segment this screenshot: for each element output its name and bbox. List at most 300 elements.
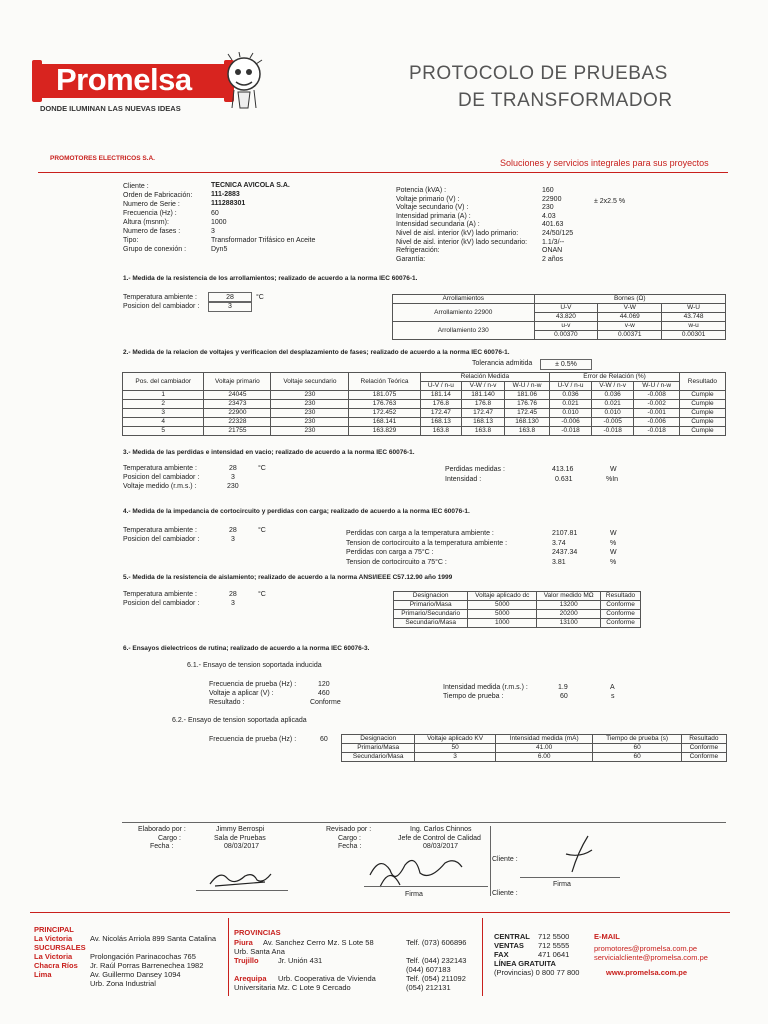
s2-cell: 168.13 bbox=[420, 418, 462, 427]
info-label: Voltaje primario (V) : bbox=[396, 195, 460, 203]
footer-principal-city: La Victoria bbox=[34, 934, 73, 943]
s6-cell: Conforme bbox=[681, 753, 726, 762]
s6-time: 60 bbox=[560, 693, 568, 700]
sig-rev-fecha: 08/03/2017 bbox=[423, 843, 459, 850]
s6-freq2: 60 bbox=[320, 736, 328, 743]
footer-suc-city: La Victoria bbox=[34, 952, 73, 961]
info-row bbox=[123, 245, 383, 254]
s6-freq2-label: Frecuencia de prueba (Hz) : bbox=[209, 736, 297, 743]
sig-line-client bbox=[520, 877, 620, 878]
s1-r2-v: 230 bbox=[477, 326, 489, 334]
s2-cell: 5 bbox=[123, 427, 204, 436]
s2-header: Relación Medida bbox=[420, 373, 550, 382]
s2-cell: -0.006 bbox=[634, 418, 679, 427]
company-name: PROMOTORES ELECTRICOS S.A. bbox=[50, 155, 155, 162]
s3-volt-label: Voltaje medido (r.m.s.) : bbox=[123, 483, 197, 490]
s5-cell: 20200 bbox=[537, 610, 601, 619]
signature-client bbox=[558, 832, 598, 880]
s2-cell: 163.8 bbox=[420, 427, 462, 436]
s2-cell: -0.006 bbox=[550, 418, 592, 427]
s2-cell: 3 bbox=[123, 409, 204, 418]
s6-cell: 60 bbox=[593, 753, 681, 762]
s4-value: 3.81 bbox=[552, 558, 566, 566]
s2-header: Voltaje secundario bbox=[271, 373, 349, 391]
footer-prov-h: PROVINCIAS bbox=[234, 928, 281, 937]
tap-range: ± 2x2.5 % bbox=[594, 198, 626, 205]
s1-r1-val: 43.748 bbox=[662, 313, 726, 322]
info-label: Altura (msnm): bbox=[123, 219, 169, 226]
header-divider bbox=[38, 172, 728, 173]
s1-tap-label: Posicion del cambiador : bbox=[123, 303, 200, 310]
info-row bbox=[123, 236, 383, 245]
s6-cell: 50 bbox=[415, 744, 496, 753]
info-label: Voltaje secundario (V) : bbox=[396, 204, 469, 212]
s6-cell: 60 bbox=[593, 744, 681, 753]
s2-cell: -0.005 bbox=[591, 418, 634, 427]
footer-suc-extra: Urb. Zona Industrial bbox=[90, 979, 156, 988]
footer-prov-row bbox=[234, 974, 479, 983]
s2-cell: 230 bbox=[271, 400, 349, 409]
s3-int: 0.631 bbox=[555, 476, 573, 483]
footer-ventas: 712 5555 bbox=[538, 941, 570, 950]
s1-tap: 3 bbox=[208, 301, 252, 312]
s1-h-bornes: Bornes (Ω) bbox=[534, 295, 726, 304]
info-label: Refrigeración: bbox=[396, 247, 440, 255]
sig-elab-cargo: Sala de Pruebas bbox=[214, 835, 266, 842]
footer-prov-city: Trujillo bbox=[234, 956, 259, 965]
s5-cell: 5000 bbox=[468, 601, 537, 610]
footer-linea: (Provincias) 0 800 77 800 bbox=[494, 968, 580, 977]
s2-subheader: W-U / n-w bbox=[634, 382, 679, 391]
s6-header: Resultado bbox=[681, 735, 726, 744]
s5-cell: Conforme bbox=[601, 619, 641, 628]
s2-header: Voltaje primario bbox=[204, 373, 271, 391]
s2-cell: 23473 bbox=[204, 400, 271, 409]
s6-imed: 1.9 bbox=[558, 684, 568, 691]
s4-tap-label: Posicion del cambiador : bbox=[123, 536, 200, 543]
s1-r1-h: U-V bbox=[534, 304, 598, 313]
s1-r2-val: 0.00370 bbox=[534, 331, 598, 340]
footer-central-l: CENTRAL bbox=[494, 932, 530, 941]
s3-int-label: Intensidad : bbox=[445, 476, 482, 483]
s4-tap: 3 bbox=[231, 536, 235, 543]
s2-cell: Cumple bbox=[679, 418, 725, 427]
footer-divider bbox=[30, 912, 730, 913]
s5-cell: Conforme bbox=[601, 601, 641, 610]
sig-rev-cargo: Jefe de Control de Calidad bbox=[398, 835, 481, 842]
footer-prov-addr: Jr. Unión 431 bbox=[278, 956, 323, 965]
info-row bbox=[123, 218, 383, 227]
s3-tap: 3 bbox=[231, 474, 235, 481]
s2-row bbox=[123, 409, 726, 418]
sig-rev-name: Ing. Carlos Chinnos bbox=[410, 826, 472, 833]
s2-cell: 0.036 bbox=[550, 391, 592, 400]
s5-header: Valor medido MΩ bbox=[537, 592, 601, 601]
s4-title: 4.- Medida de la impedancia de cortocircuito y perdidas con carga; realizado de acuerdo a la norma IEC 60076-1. bbox=[123, 508, 470, 515]
s2-cell: 181.140 bbox=[462, 391, 505, 400]
s3-title: 3.- Medida de las perdidas e intensidad en vacio; realizado de acuerdo a la norma IEC 60076-1. bbox=[123, 449, 415, 456]
s2-cell: 0.010 bbox=[550, 409, 592, 418]
s2-cell: -0.018 bbox=[591, 427, 634, 436]
s2-cell: 176.763 bbox=[349, 400, 420, 409]
s6-sub1: 6.1.- Ensayo de tension soportada inducida bbox=[187, 662, 322, 669]
s4-unit: W bbox=[610, 530, 617, 537]
s6-title: 6.- Ensayos dielectricos de rutina; realizado de acuerdo a la norma IEC 60076-3. bbox=[123, 645, 370, 652]
s3-loss: 413.16 bbox=[552, 466, 574, 473]
s5-header: Designacion bbox=[394, 592, 468, 601]
s6-header: Voltaje aplicado KV bbox=[415, 735, 496, 744]
s2-subheader: V-W / n-v bbox=[591, 382, 634, 391]
footer-prov-city: Arequipa bbox=[234, 974, 267, 983]
s4-unit: % bbox=[610, 539, 617, 547]
s2-cell: Cumple bbox=[679, 409, 725, 418]
s3-int-unit: %In bbox=[606, 476, 619, 483]
sig-rev-fecha-label: Fecha : bbox=[338, 843, 362, 850]
footer-ventas-l: VENTAS bbox=[494, 941, 524, 950]
s2-cell: Cumple bbox=[679, 400, 725, 409]
info-label: Intensidad primaria (A) : bbox=[396, 212, 471, 220]
s2-cell: 168.141 bbox=[349, 418, 420, 427]
s2-cell: -0.018 bbox=[634, 427, 679, 436]
footer-prov-row bbox=[234, 956, 479, 965]
signature-rev bbox=[360, 845, 470, 895]
s6-header: Tiempo de prueba (s) bbox=[593, 735, 681, 744]
s5-temp-unit: °C bbox=[258, 591, 266, 598]
s2-header: Pos. del cambiador bbox=[123, 373, 204, 391]
s1-r1-name: Arrollamiento bbox=[434, 308, 473, 316]
s2-cell: 230 bbox=[271, 391, 349, 400]
sig-cargo-label: Cargo : bbox=[158, 835, 181, 842]
footer-linea-l: LÍNEA GRATUITA bbox=[494, 959, 556, 968]
info-label: Grupo de conexión : bbox=[123, 246, 187, 253]
s2-tol: ± 0.5% bbox=[540, 359, 592, 370]
s2-cell: 181.06 bbox=[504, 391, 549, 400]
s2-cell: 172.452 bbox=[349, 409, 420, 418]
footer-prov-tel: Telf. (044) 232143 bbox=[406, 956, 467, 965]
s6-time-unit: s bbox=[611, 693, 615, 700]
s2-cell: 163.8 bbox=[462, 427, 505, 436]
s6-cell: 6.00 bbox=[495, 753, 593, 762]
s1-h-arr: Arrollamientos bbox=[393, 295, 535, 304]
info-value: 160 bbox=[542, 187, 554, 194]
client-box bbox=[490, 826, 727, 896]
info-value: 401.63 bbox=[542, 221, 564, 229]
footer-suc-row bbox=[34, 952, 224, 961]
info-row bbox=[123, 191, 383, 200]
footer-central: 712 5500 bbox=[538, 932, 570, 941]
s2-cell: 181.075 bbox=[349, 391, 420, 400]
s5-title: 5.- Medida de la resistencia de aislamiento; realizado de acuerdo a la norma ANSI/IEEE C57.12.90 año 1999 bbox=[123, 574, 453, 581]
s2-cell: 172.45 bbox=[504, 409, 549, 418]
info-value: Dyn5 bbox=[211, 246, 228, 253]
s4-label: Tension de cortocircuito a 75°C : bbox=[346, 558, 447, 566]
s2-row bbox=[123, 400, 726, 409]
signature-elab bbox=[205, 866, 275, 890]
s5-tap-label: Posicion del cambiador : bbox=[123, 600, 200, 607]
s1-r2-h: w-u bbox=[662, 322, 726, 331]
footer-prov-tel: Telf. (054) 211092 bbox=[406, 974, 466, 983]
footer-prov-row bbox=[234, 965, 479, 974]
info-value: 22900 bbox=[542, 195, 562, 203]
s2-cell: 0.010 bbox=[591, 409, 634, 418]
s2-cell: Cumple bbox=[679, 391, 725, 400]
s5-cell: 13200 bbox=[537, 601, 601, 610]
footer-prov-tel: (054) 212131 bbox=[406, 983, 451, 992]
s5-insulation-table bbox=[393, 591, 641, 628]
s3-volt: 230 bbox=[227, 483, 239, 490]
sig-rev-firma: Firma bbox=[405, 891, 423, 898]
s2-cell: 4 bbox=[123, 418, 204, 427]
brand-logo: Promelsa bbox=[56, 62, 192, 97]
footer-email-h: E-MAIL bbox=[594, 932, 620, 941]
sig-line-elab bbox=[196, 890, 288, 891]
s6-sub2: 6.2.- Ensayo de tension soportada aplicada bbox=[172, 717, 307, 724]
s6-imed-unit: A bbox=[610, 684, 615, 691]
s2-cell: 230 bbox=[271, 418, 349, 427]
info-value: 111288301 bbox=[211, 200, 246, 207]
s1-r1-h: V-W bbox=[598, 304, 662, 313]
s2-cell: 163.8 bbox=[504, 427, 549, 436]
info-value: 1000 bbox=[211, 219, 227, 226]
s2-row bbox=[123, 427, 726, 436]
s2-subheader: U-V / n-u bbox=[420, 382, 462, 391]
s2-cell: 176.8 bbox=[462, 400, 505, 409]
s5-cell: 5000 bbox=[468, 610, 537, 619]
s2-ratio-table bbox=[122, 372, 726, 436]
s4-label: Perdidas con carga a la temperatura ambiente : bbox=[346, 530, 494, 537]
info-label: Intensidad secundaria (A) : bbox=[396, 221, 480, 229]
s5-header: Voltaje aplicado dc bbox=[468, 592, 537, 601]
s3-temp-label: Temperatura ambiente : bbox=[123, 465, 197, 472]
s1-r2-h: v-w bbox=[598, 322, 662, 331]
info-label: Frecuencia (Hz) : bbox=[123, 210, 177, 217]
footer-sep2 bbox=[482, 918, 483, 996]
s2-cell: -0.002 bbox=[634, 400, 679, 409]
s6-res-label: Resultado : bbox=[209, 699, 245, 706]
s2-cell: -0.018 bbox=[550, 427, 592, 436]
s2-cell: 168.130 bbox=[504, 418, 549, 427]
info-row bbox=[123, 182, 383, 191]
s5-cell: Conforme bbox=[601, 610, 641, 619]
s2-subheader: W-U / n-w bbox=[504, 382, 549, 391]
s2-cell: 22328 bbox=[204, 418, 271, 427]
info-row bbox=[396, 255, 656, 264]
s6-cell: Primario/Masa bbox=[342, 744, 415, 753]
s2-header: Error de Relación (%) bbox=[550, 373, 680, 382]
s6-row bbox=[342, 744, 727, 753]
footer-fax: 471 0641 bbox=[538, 950, 570, 959]
s2-cell: 230 bbox=[271, 409, 349, 418]
s4-value: 3.74 bbox=[552, 539, 566, 547]
footer-fax-l: FAX bbox=[494, 950, 509, 959]
doc-title-line1: PROTOCOLO DE PRUEBAS bbox=[409, 63, 668, 84]
sig-rev-label: Revisado por : bbox=[326, 826, 372, 833]
sig-line-rev bbox=[364, 886, 488, 887]
s5-row bbox=[394, 601, 641, 610]
s2-cell: 1 bbox=[123, 391, 204, 400]
info-value: TECNICA AVICOLA S.A. bbox=[211, 182, 290, 189]
s2-subheader: V-W / n-v bbox=[462, 382, 505, 391]
s4-value: 2107.81 bbox=[552, 530, 578, 537]
footer-prov-addr: Av. Sanchez Cerro Mz. S Lote 58 bbox=[263, 938, 374, 947]
info-label: Numero de fases : bbox=[123, 228, 181, 235]
info-label: Orden de Fabricación: bbox=[123, 192, 193, 199]
info-value: 111-2883 bbox=[211, 191, 240, 198]
s1-r2-val: 0.00371 bbox=[598, 331, 662, 340]
sig-elab-name: Jimmy Berrospi bbox=[216, 826, 265, 833]
s5-row bbox=[394, 619, 641, 628]
s4-label: Tension de cortocircuito a la temperatura ambiente : bbox=[346, 539, 508, 547]
info-value: 24/50/125 bbox=[542, 230, 574, 237]
s4-value: 2437.34 bbox=[552, 549, 578, 556]
info-value: 1.1/3/-- bbox=[542, 238, 565, 246]
footer-prov-tel: (044) 607183 bbox=[406, 965, 451, 974]
s4-temp: 28 bbox=[229, 527, 237, 534]
info-label: Nivel de aisl. interior (kV) lado primario: bbox=[396, 230, 519, 237]
s3-loss-label: Perdidas medidas : bbox=[445, 466, 505, 473]
info-value: 230 bbox=[542, 204, 554, 212]
doc-title-line2: DE TRANSFORMADOR bbox=[458, 90, 673, 111]
s2-cell: 181.14 bbox=[420, 391, 462, 400]
sig-rev-cargo-label: Cargo : bbox=[338, 835, 361, 842]
s6-cell: Conforme bbox=[681, 744, 726, 753]
s4-row bbox=[346, 558, 626, 567]
footer-sep1 bbox=[228, 918, 229, 996]
footer-suc-city: Lima bbox=[34, 970, 52, 979]
s5-row bbox=[394, 610, 641, 619]
s6-freq-label: Frecuencia de prueba (Hz) : bbox=[209, 681, 297, 688]
s2-cell: -0.001 bbox=[634, 409, 679, 418]
s2-cell: 172.47 bbox=[420, 409, 462, 418]
s2-row bbox=[123, 391, 726, 400]
s3-tap-label: Posicion del cambiador : bbox=[123, 474, 200, 481]
s1-r2-val: 0.00301 bbox=[662, 331, 726, 340]
s2-cell: -0.008 bbox=[634, 391, 679, 400]
s5-cell: Primario/Secundario bbox=[394, 610, 468, 619]
mascot-logo-icon bbox=[218, 52, 270, 112]
s1-r2-h: u-v bbox=[534, 322, 598, 331]
info-value: ONAN bbox=[542, 247, 563, 255]
s1-r1-v: 22900 bbox=[474, 308, 493, 316]
s6-header: Intensidad medida (mA) bbox=[495, 735, 593, 744]
s2-header: Resultado bbox=[679, 373, 725, 391]
sig-cliente-label: Cliente : bbox=[492, 856, 518, 863]
s1-r1-val: 44.069 bbox=[598, 313, 662, 322]
s5-cell: Primario/Masa bbox=[394, 601, 468, 610]
s5-header: Resultado bbox=[601, 592, 641, 601]
s2-cell: 0.021 bbox=[550, 400, 592, 409]
footer-suc-row bbox=[34, 961, 224, 970]
info-row bbox=[123, 227, 383, 236]
s6-volt-label: Voltaje a aplicar (V) : bbox=[209, 690, 274, 697]
s2-cell: 176.8 bbox=[420, 400, 462, 409]
s2-header: Relación Teórica bbox=[349, 373, 420, 391]
info-row bbox=[123, 200, 383, 209]
s4-unit: % bbox=[610, 558, 617, 566]
footer-suc-city: Chacra Ríos bbox=[34, 961, 78, 970]
footer-principal-addr: Av. Nicolás Arriola 899 Santa Catalina bbox=[90, 934, 217, 943]
info-value: 60 bbox=[211, 210, 219, 217]
sig-client-firma: Firma bbox=[553, 881, 571, 888]
footer-web[interactable]: www.promelsa.com.pe bbox=[606, 968, 687, 977]
s2-row bbox=[123, 418, 726, 427]
footer-email1[interactable]: promotores@promelsa.com.pe bbox=[594, 944, 698, 953]
info-value: 4.03 bbox=[542, 212, 556, 220]
footer-prov-addr: Urb. Santa Ana bbox=[234, 947, 285, 956]
info-label: Garantía: bbox=[396, 255, 426, 263]
s2-tol-label: Tolerancia admitida bbox=[472, 360, 533, 367]
slogan: Soluciones y servicios integrales para sus proyectos bbox=[500, 158, 709, 168]
footer-principal-h: PRINCIPAL bbox=[34, 925, 74, 934]
footer-suc-addr: Jr. Raúl Porras Barrenechea 1982 bbox=[90, 961, 204, 970]
info-value: 3 bbox=[211, 228, 215, 235]
footer-prov-addr: Urb. Cooperativa de Vivienda bbox=[278, 974, 376, 983]
s2-cell: 176.76 bbox=[504, 400, 549, 409]
s6-res: Conforme bbox=[310, 699, 341, 706]
s6-time-label: Tiempo de prueba : bbox=[443, 693, 504, 700]
s3-temp: 28 bbox=[229, 465, 237, 472]
s3-loss-unit: W bbox=[610, 466, 617, 473]
s1-temp-label: Temperatura ambiente : bbox=[123, 294, 197, 301]
info-label: Nivel de aisl. interior (kV) lado secundario: bbox=[396, 238, 528, 246]
s2-cell: 0.021 bbox=[591, 400, 634, 409]
footer-email2[interactable]: servicialcliente@promelsa.com.pe bbox=[594, 953, 708, 962]
s6-cell: 3 bbox=[415, 753, 496, 762]
info-label: Potencia (kVA) : bbox=[396, 187, 447, 194]
s2-cell: Cumple bbox=[679, 427, 725, 436]
footer-suc-addr: Av. Guillermo Dansey 1094 bbox=[90, 970, 181, 979]
info-row bbox=[123, 209, 383, 218]
s6-cell: 41.00 bbox=[495, 744, 593, 753]
info-label: Numero de Serie : bbox=[123, 201, 180, 208]
footer-prov-row bbox=[234, 947, 479, 956]
s2-title: 2.- Medida de la relacion de voltajes y verificacion del desplazamiento de fases; realizado de acuerdo a la norma IEC 60076-1. bbox=[123, 349, 510, 356]
footer-prov-addr: Universitaria Mz. C Lote 9 Cercado bbox=[234, 983, 351, 992]
s6-cell: Secundario/Masa bbox=[342, 753, 415, 762]
sig-elab-fecha: 08/03/2017 bbox=[224, 843, 260, 850]
s1-temp-unit: °C bbox=[256, 294, 264, 301]
s2-cell: 2 bbox=[123, 400, 204, 409]
s1-temp: 28 bbox=[208, 292, 252, 303]
s5-cell: 13100 bbox=[537, 619, 601, 628]
tagline: DONDE ILUMINAN LAS NUEVAS IDEAS bbox=[40, 104, 181, 113]
s1-r2-name: Arrollamiento bbox=[437, 326, 477, 334]
s5-temp: 28 bbox=[229, 591, 237, 598]
footer-suc-addr: Prolongación Parinacochas 765 bbox=[90, 952, 196, 961]
info-value: Transformador Trifásico en Aceite bbox=[211, 237, 316, 244]
s2-cell: 0.036 bbox=[591, 391, 634, 400]
s2-cell: 24045 bbox=[204, 391, 271, 400]
s1-r1-h: W-U bbox=[662, 304, 726, 313]
s4-temp-unit: °C bbox=[258, 527, 266, 534]
s6-volt: 460 bbox=[318, 690, 330, 697]
s1-r1-val: 43.820 bbox=[534, 313, 598, 322]
s4-label: Perdidas con carga a 75°C : bbox=[346, 549, 434, 556]
s6-imed-label: Intensidad medida (r.m.s.) : bbox=[443, 684, 528, 691]
sig-elab-label: Elaborado por : bbox=[138, 826, 186, 833]
s2-cell: 21755 bbox=[204, 427, 271, 436]
sig-fecha-label: Fecha : bbox=[150, 843, 174, 850]
info-value: 2 años bbox=[542, 255, 564, 263]
footer-prov-row bbox=[234, 983, 479, 992]
footer-prov-row bbox=[234, 938, 479, 947]
s5-tap: 3 bbox=[231, 600, 235, 607]
s6-header: Designacion bbox=[342, 735, 415, 744]
s2-cell: 22900 bbox=[204, 409, 271, 418]
s4-row bbox=[346, 548, 626, 557]
footer-prov-tel: Telf. (073) 606896 bbox=[406, 938, 467, 947]
s3-temp-unit: °C bbox=[258, 465, 266, 472]
